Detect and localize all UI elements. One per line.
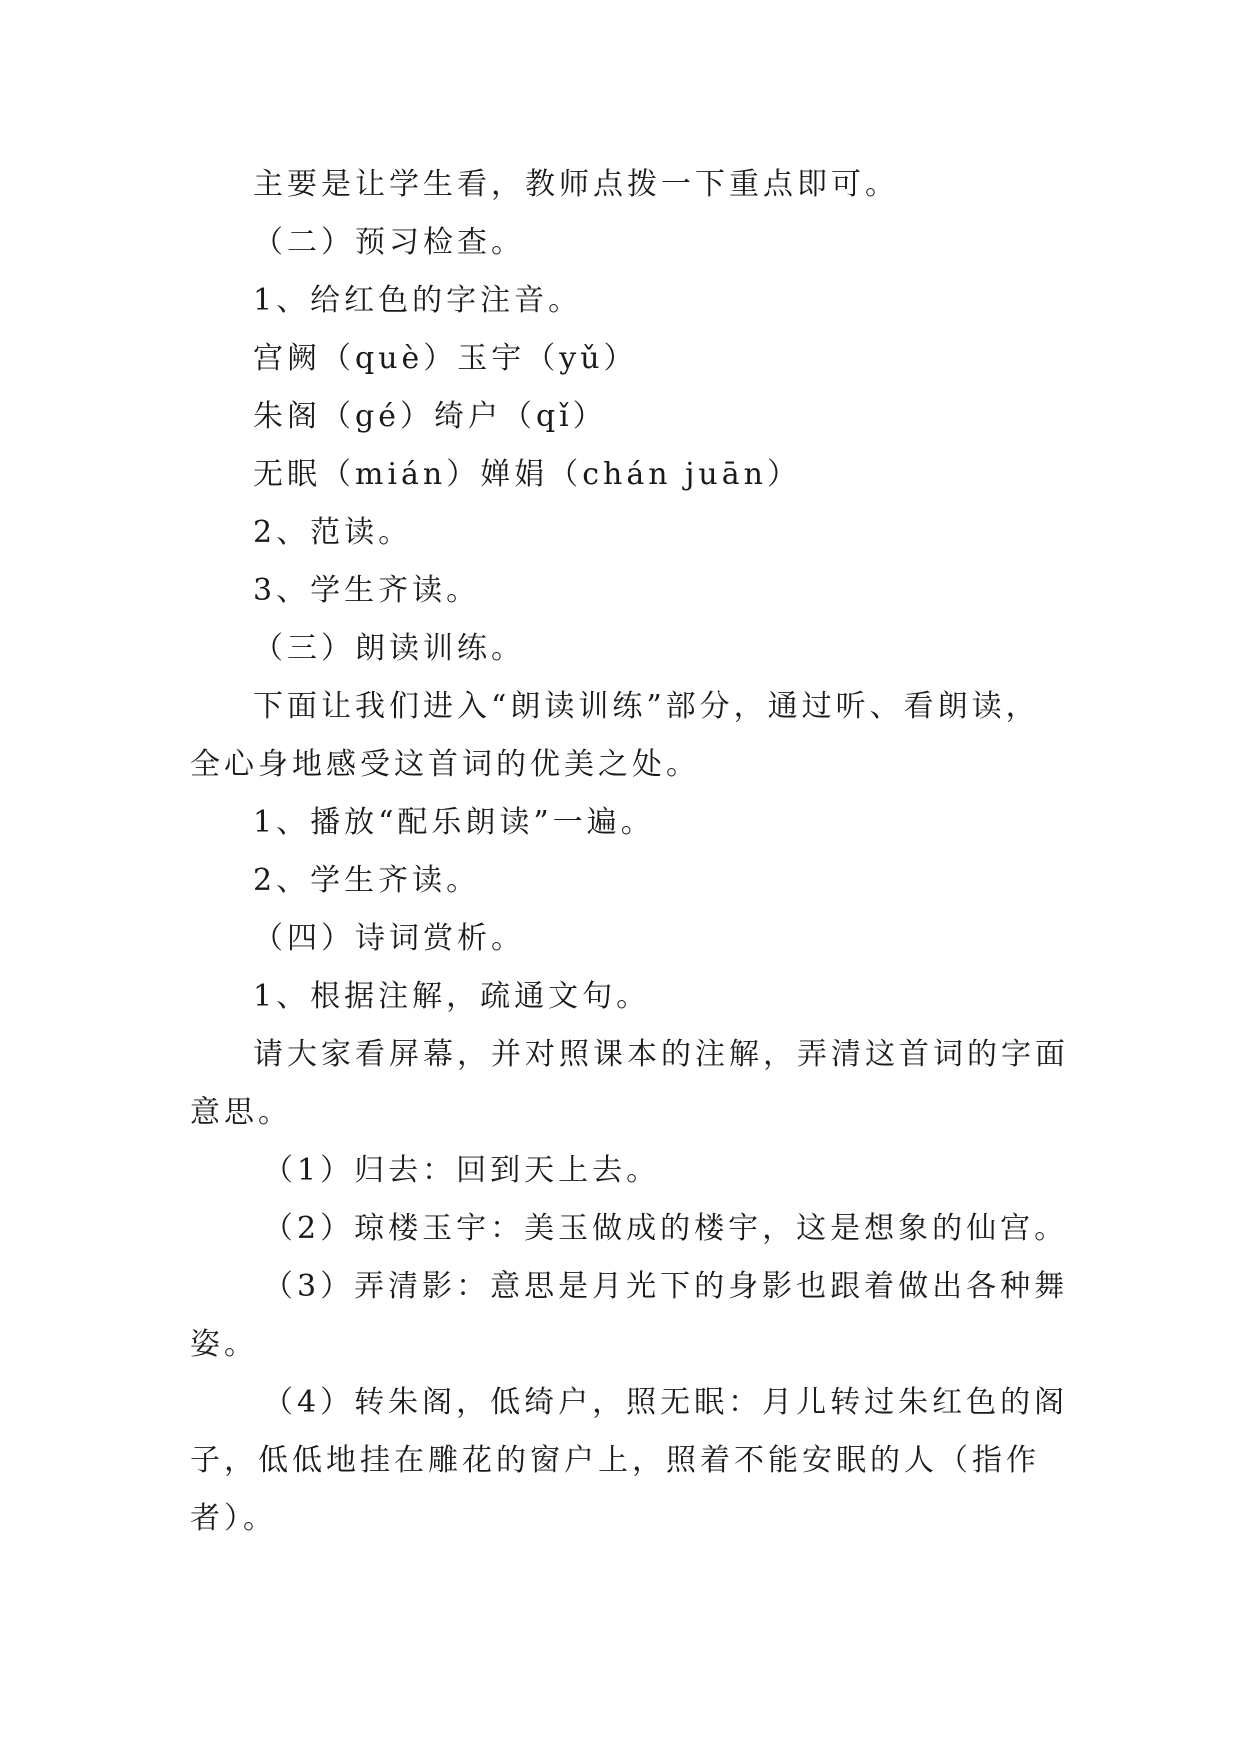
paragraph-line: 全心身地感受这首词的优美之处。 <box>190 747 700 782</box>
paragraph-line: 2、学生齐读。 <box>253 863 481 898</box>
annotation-line: （1）归去：回到天上去。 <box>263 1153 661 1188</box>
section-heading: （四）诗词赏析。 <box>253 921 525 956</box>
annotation-line: 子，低低地挂在雕花的窗户上，照着不能安眠的人（指作 <box>190 1443 1040 1478</box>
paragraph-line: 意思。 <box>190 1095 292 1130</box>
paragraph-line: 3、学生齐读。 <box>253 573 481 608</box>
pinyin-line: 宫阙（què）玉宇（yǔ） <box>253 341 638 376</box>
paragraph-line: 2、范读。 <box>253 515 413 550</box>
annotation-line: 姿。 <box>190 1327 258 1362</box>
section-heading: （三）朗读训练。 <box>253 631 525 666</box>
annotation-line: （2）琼楼玉宇：美玉做成的楼宇，这是想象的仙宫。 <box>263 1211 1069 1246</box>
pinyin-line: 无眠（mián）婵娟（chán juān） <box>253 457 801 492</box>
paragraph-line: 请大家看屏幕，并对照课本的注解，弄清这首词的字面 <box>253 1037 1069 1072</box>
section-heading: （二）预习检查。 <box>253 225 525 260</box>
paragraph-line: 1、播放“配乐朗读”一遍。 <box>253 805 655 840</box>
paragraph-line: 1、给红色的字注音。 <box>253 283 583 318</box>
pinyin-line: 朱阁（gé）绮户（qǐ） <box>253 399 607 434</box>
annotation-line: （3）弄清影：意思是月光下的身影也跟着做出各种舞 <box>263 1269 1069 1304</box>
paragraph-line: 主要是让学生看，教师点拨一下重点即可。 <box>253 167 899 202</box>
annotation-line: 者）。 <box>190 1501 277 1536</box>
paragraph-line: 下面让我们进入“朗读训练”部分，通过听、看朗读， <box>253 689 1040 724</box>
paragraph-line: 1、根据注解，疏通文句。 <box>253 979 651 1014</box>
annotation-line: （4）转朱阁，低绮户，照无眠：月儿转过朱红色的阁 <box>263 1385 1069 1420</box>
